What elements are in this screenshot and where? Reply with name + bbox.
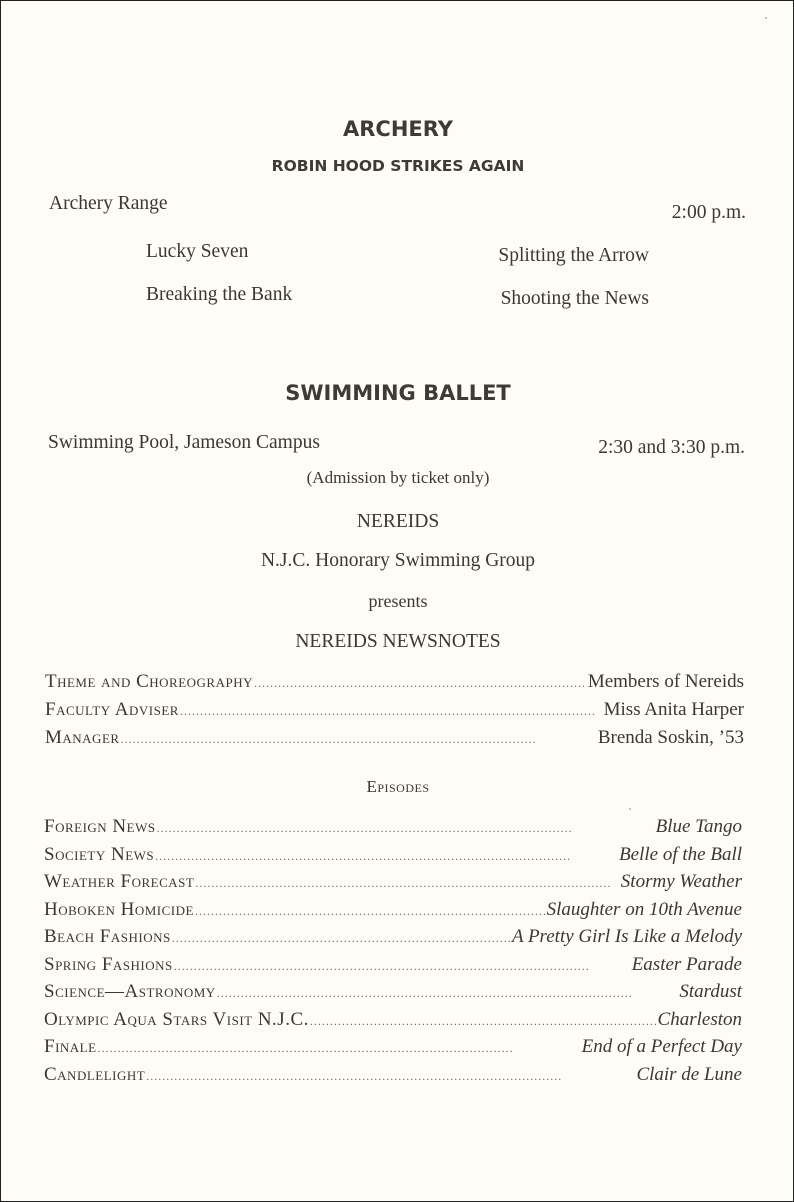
- swimming-location: Swimming Pool, Jameson Campus: [48, 432, 320, 453]
- episode-song: Stormy Weather: [620, 871, 742, 892]
- episode-song: Clair de Lune: [636, 1064, 742, 1085]
- episode-row: [44, 1009, 742, 1031]
- archery-subtitle: ROBIN HOOD STRIKES AGAIN: [271, 157, 525, 175]
- group-name: NEREIDS: [356, 511, 440, 532]
- dot-leader: [172, 931, 511, 946]
- credit-row: [45, 671, 744, 693]
- episode-song: Slaughter on 10th Avenue: [546, 899, 742, 920]
- credit-name: Miss Anita Harper: [603, 699, 744, 720]
- archery-event: Lucky Seven: [146, 241, 249, 262]
- episode-row: [44, 1036, 742, 1058]
- episode-row: [44, 1064, 742, 1086]
- episode-song: End of a Perfect Day: [581, 1036, 742, 1057]
- credit-name: Members of Nereids: [587, 671, 744, 692]
- paper-speck: [629, 808, 631, 810]
- episode-segment: Olympic Aqua Stars Visit N.J.C.: [44, 1009, 309, 1030]
- dot-leader: [310, 1014, 657, 1029]
- swimming-title: SWIMMING BALLET: [285, 381, 511, 405]
- episode-segment: Science—Astronomy: [44, 981, 216, 1002]
- episode-segment: Society News: [44, 844, 155, 865]
- paper-speck: [765, 17, 767, 19]
- episode-song: Belle of the Ball: [619, 844, 742, 865]
- archery-event: Splitting the Arrow: [498, 245, 649, 266]
- credit-role: Manager: [45, 727, 120, 748]
- show-title: NEREIDS NEWSNOTES: [295, 631, 501, 652]
- episode-song: Charleston: [657, 1009, 742, 1030]
- archery-title: ARCHERY: [343, 117, 453, 141]
- episode-row: [44, 954, 742, 976]
- episode-segment: Weather Forecast: [44, 871, 195, 892]
- episode-segment: Finale: [44, 1036, 97, 1057]
- episode-row: [44, 899, 742, 921]
- episodes-heading: Episodes: [366, 777, 430, 796]
- dot-leader: [180, 704, 603, 719]
- episode-row: [44, 844, 742, 866]
- episode-song: Stardust: [679, 981, 742, 1002]
- archery-event: Shooting the News: [500, 288, 649, 309]
- dot-leader: [174, 959, 631, 974]
- dot-leader: [155, 849, 618, 864]
- episode-segment: Spring Fashions: [44, 954, 173, 975]
- credit-row: [45, 727, 744, 749]
- archery-location: Archery Range: [49, 193, 168, 214]
- dot-leader: [254, 676, 587, 691]
- episode-row: [44, 816, 742, 838]
- episode-row: [44, 981, 742, 1003]
- credit-name: Brenda Soskin, ’53: [597, 727, 744, 748]
- episode-segment: Beach Fashions: [44, 926, 171, 947]
- archery-time: 2:00 p.m.: [671, 202, 746, 223]
- credit-role: Faculty Adviser: [45, 699, 179, 720]
- dot-leader: [146, 1069, 635, 1084]
- dot-leader: [121, 732, 597, 747]
- episode-song: Blue Tango: [655, 816, 742, 837]
- episode-segment: Hoboken Homicide: [44, 899, 194, 920]
- episode-song: A Pretty Girl Is Like a Melody: [511, 926, 742, 947]
- dot-leader: [98, 1041, 581, 1056]
- admission-note: (Admission by ticket only): [306, 468, 490, 487]
- credit-role: Theme and Choreography: [45, 671, 254, 692]
- dot-leader: [217, 986, 679, 1001]
- episode-row: [44, 926, 742, 948]
- swimming-time: 2:30 and 3:30 p.m.: [598, 437, 745, 458]
- episode-segment: Foreign News: [44, 816, 156, 837]
- presents-text: presents: [368, 591, 428, 611]
- episode-song: Easter Parade: [631, 954, 742, 975]
- group-description: N.J.C. Honorary Swimming Group: [260, 550, 536, 571]
- episode-row: [44, 871, 742, 893]
- archery-event: Breaking the Bank: [146, 284, 293, 305]
- episode-segment: Candlelight: [44, 1064, 146, 1085]
- dot-leader: [195, 904, 546, 919]
- credit-row: [45, 699, 744, 721]
- dot-leader: [195, 876, 619, 891]
- dot-leader: [157, 821, 655, 836]
